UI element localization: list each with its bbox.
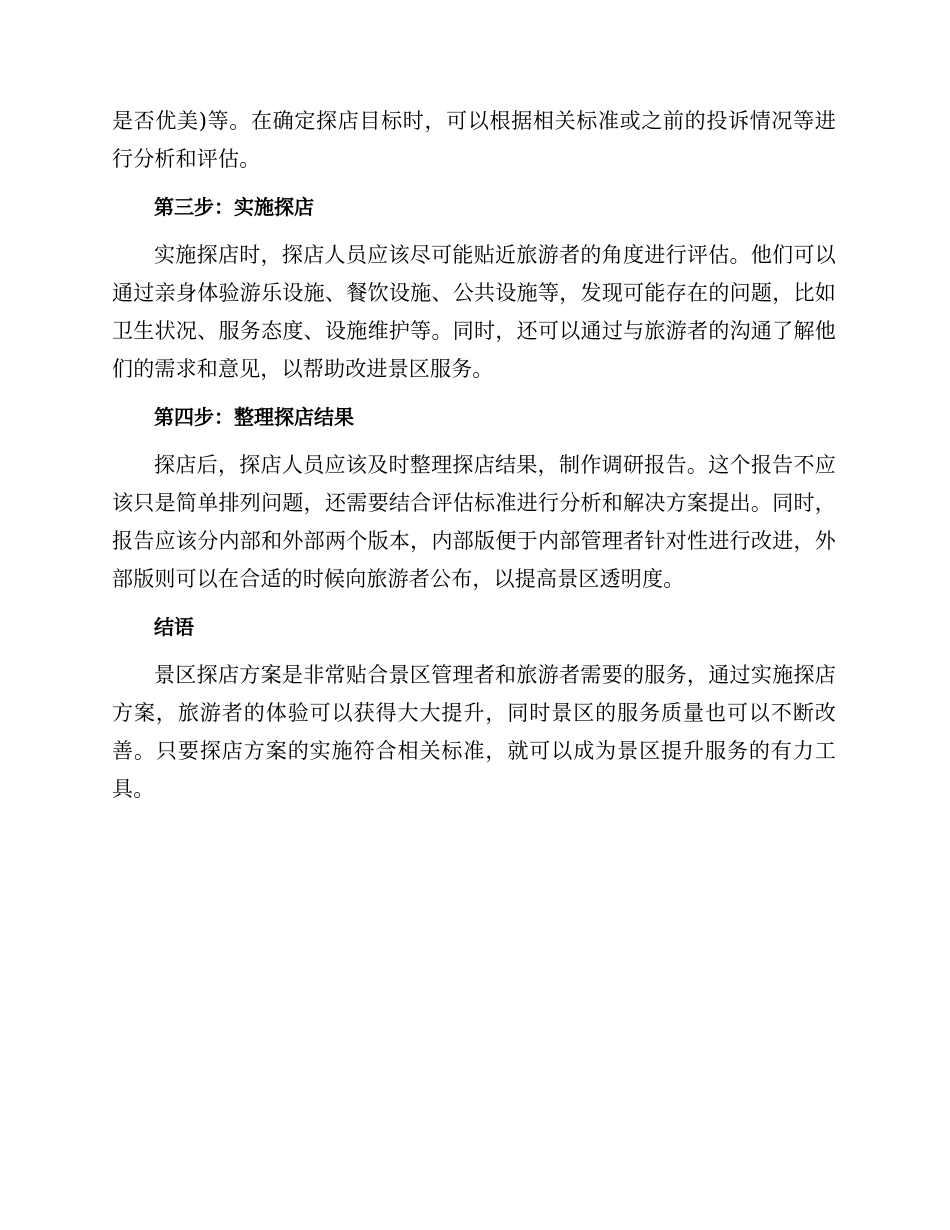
intro-paragraph: 是否优美)等。在确定探店目标时，可以根据相关标准或之前的投诉情况等进行分析和评估。: [112, 109, 836, 171]
spacer: [112, 598, 836, 608]
section-body-conclusion: 景区探店方案是非常贴合景区管理者和旅游者需要的服务，通过实施探店方案，旅游者的体验可以获得大大提升，同时景区的服务质量也可以不断改善。只要探店方案的实施符合相关标准，就可以成为景区提升服务的有力工具。: [112, 663, 836, 801]
section-heading-step-three: 第三步：实施探店: [154, 195, 314, 219]
spacer: [112, 646, 836, 656]
section-body-step-three: 实施探店时，探店人员应该尽可能贴近旅游者的角度进行评估。他们可以通过亲身体验游乐设施、餐饮设施、公共设施等，发现可能存在的问题，比如卫生状况、服务态度、设施维护等。同时，还可以通过与旅游者的沟通了解他们的需求和意见，以帮助改进景区服务。: [112, 243, 836, 381]
spacer: [112, 226, 836, 236]
document-page: [112, 102, 836, 808]
section-heading-conclusion: 结语: [154, 615, 194, 639]
spacer: [112, 436, 836, 446]
section-heading-step-four: 第四步：整理探店结果: [154, 405, 354, 429]
section-body-step-four: 探店后，探店人员应该及时整理探店结果，制作调研报告。这个报告不应该只是简单排列问题，还需要结合评估标准进行分析和解决方案提出。同时，报告应该分内部和外部两个版本，内部版便于内部管理者针对性进行改进，外部版则可以在合适的时候向旅游者公布，以提高景区透明度。: [112, 453, 836, 591]
spacer: [112, 388, 836, 398]
spacer: [112, 178, 836, 188]
